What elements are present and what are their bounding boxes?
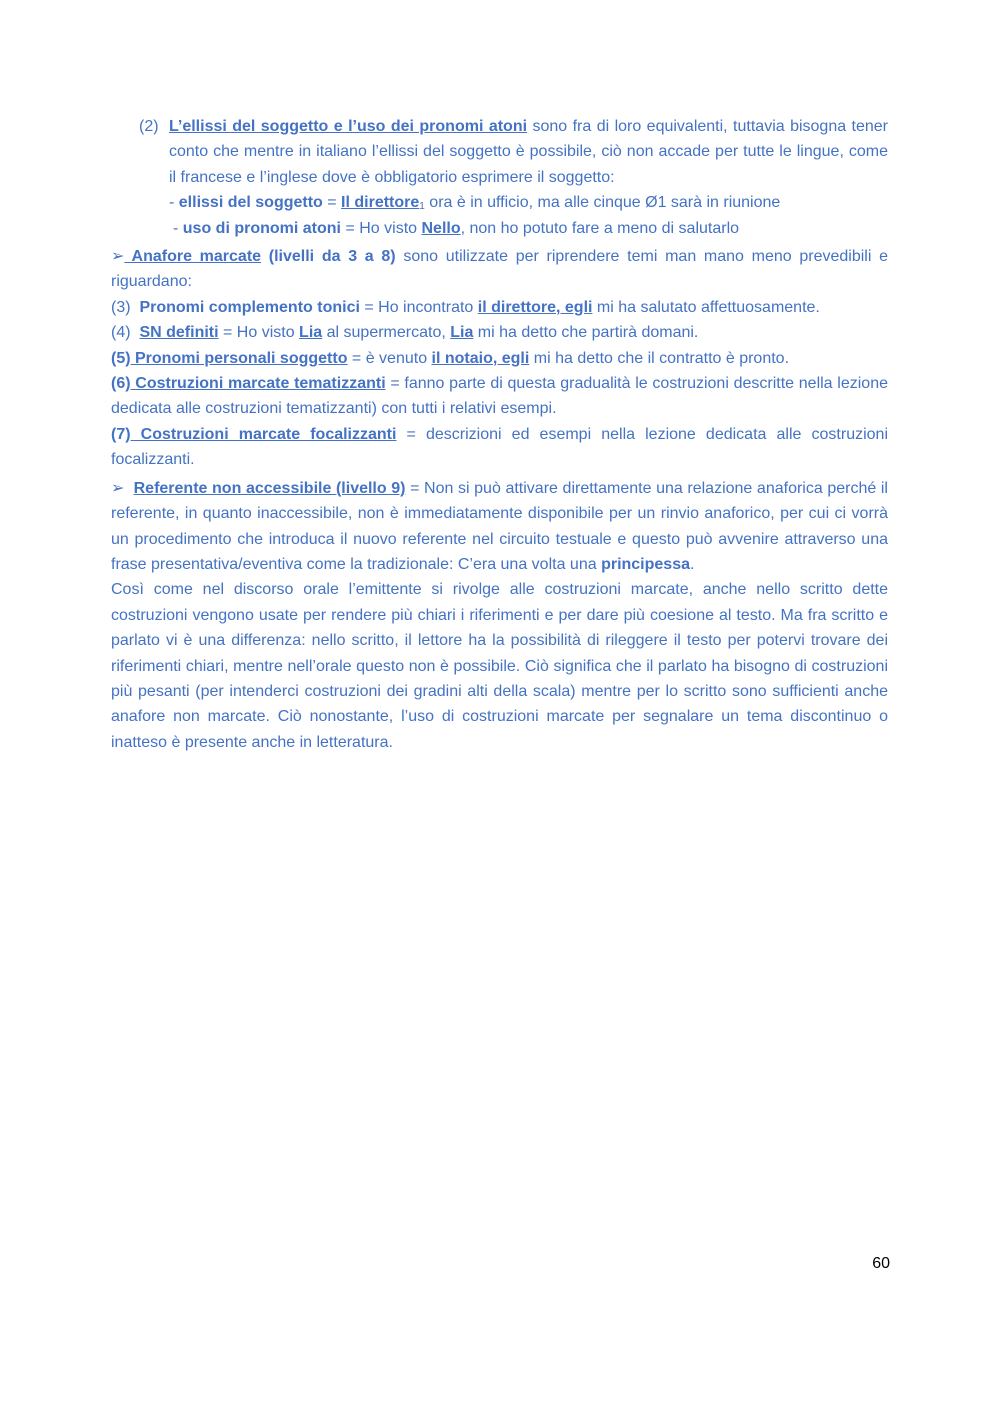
item-2-example-a — [111, 190, 888, 215]
item-pre: = è venuto — [347, 349, 432, 367]
item-5 — [111, 346, 888, 371]
dash: - — [173, 219, 183, 237]
item-text: = descrizioni ed esempi nella lezione dedicata alle costruzioni focalizzanti. — [111, 425, 888, 469]
example-highlight: Lia — [299, 324, 323, 342]
arrow-bullet-icon: ➢ — [111, 248, 125, 266]
item-term: Costruzioni marcate tematizzanti — [130, 375, 386, 393]
example-highlight: Nello — [421, 219, 461, 237]
item-6 — [111, 371, 888, 422]
item-term: SN definiti — [139, 324, 219, 342]
item-term: Pronomi complemento tonici — [139, 298, 360, 316]
item-number: (6) — [111, 375, 131, 393]
item-number: (2) — [139, 118, 159, 135]
item-mid: al supermercato, — [322, 324, 451, 342]
referente-text: = Non si può attivare direttamente una relazione anaforica perché il referente, in quanto inaccessibile, non è immediatamente disponibile per un rinvio anaforico, per cui ci vorrà un procedimento che introduca il nuovo referente nel circuito testuale e questo può avvenire attraverso una frase presentativa/eventiva come la tradizionale: C’era una volta una — [111, 479, 888, 573]
referente-paragraph — [111, 476, 888, 578]
item-term: Pronomi personali soggetto — [130, 349, 348, 367]
example-label: ellissi del soggetto — [178, 194, 323, 212]
item-rest: mi ha detto che partirà domani. — [473, 324, 699, 342]
item-term: L’ellissi del soggetto e l’uso dei pronomi atoni — [169, 118, 528, 135]
item-text: sono fra di loro equivalenti, tuttavia bisogna tener conto che mentre in italiano l’ellissi del soggetto è possibile, ciò non accade per tutte le lingue, come il francese e l’inglese dove è obbligatorio esprimere il soggetto: — [169, 118, 889, 186]
example-highlight: Il direttore — [341, 194, 420, 212]
referente-term: Referente non accessibile (livello 9) — [133, 479, 406, 497]
example-highlight: principessa — [601, 555, 690, 573]
item-3 — [111, 295, 888, 320]
page-content — [111, 114, 888, 755]
item-rest: mi ha salutato affettuosamente. — [592, 298, 820, 316]
conclusion-paragraph: Così come nel discorso orale l’emittente si rivolge alle costruzioni marcate, anche nello scritto dette costruzioni vengono usate per rendere più chiari i riferimenti e per dare più coesione al testo. Ma fra scritto e parlato vi è una differenza: nello scritto, il lettore ha la possibilità di rileggere il testo per potervi trovare dei riferimenti chiari, mentre nell’orale questo non è possibile. Ciò significa che il parlato ha bisogno di costruzioni più pesanti (per intenderci costruzioni dei gradini alti della scala) mentre per lo scritto sono sufficienti anche anafore non marcate. Ciò nonostante, l’uso di costruzioni marcate per segnalare un tema discontinuo o inatteso è presente anche in letteratura. — [111, 581, 888, 751]
subscript: 1 — [419, 201, 425, 213]
item-pre: = Ho incontrato — [359, 298, 478, 316]
anafore-level: (livelli da 3 a 8) — [261, 248, 396, 266]
example-highlight: il notaio, egli — [431, 349, 530, 367]
example-label: uso di pronomi atoni — [182, 219, 341, 237]
example-rest: ora è in ufficio, ma alle cinque Ø1 sarà in riunione — [424, 194, 781, 212]
example-pre: = Ho visto — [341, 219, 422, 237]
anafore-text: sono utilizzate per riprendere temi man mano meno prevedibili e riguardano: — [111, 248, 889, 291]
item-number: (4) — [111, 324, 131, 342]
referente-end: . — [690, 555, 695, 573]
item-number: (3) — [111, 298, 131, 316]
item-text: = fanno parte di questa gradualità le costruzioni descritte nella lezione dedicata alle costruzioni tematizzanti) con tutti i relativi esempi. — [111, 375, 888, 418]
example-highlight: il direttore, egli — [477, 298, 593, 316]
example-rest: , non ho potuto fare a meno di salutarlo — [460, 219, 740, 237]
item-number: (7) — [111, 425, 131, 443]
item-term: Costruzioni marcate focalizzanti — [130, 425, 397, 443]
item-4 — [111, 320, 888, 345]
example-highlight: Lia — [450, 324, 474, 342]
equals: = — [322, 194, 342, 212]
dash: - — [169, 194, 179, 212]
item-rest: mi ha detto che il contratto è pronto. — [529, 349, 790, 367]
item-7 — [111, 422, 888, 473]
anafore-paragraph — [111, 244, 888, 295]
item-number: (5) — [111, 349, 131, 367]
anafore-term: Anafore marcate — [124, 248, 262, 266]
item-2-example-b — [111, 216, 888, 241]
item-2 — [111, 114, 888, 190]
item-pre: = Ho visto — [218, 324, 300, 342]
arrow-bullet-icon: ➢ — [111, 479, 125, 497]
page-number: 60 — [872, 1255, 890, 1272]
